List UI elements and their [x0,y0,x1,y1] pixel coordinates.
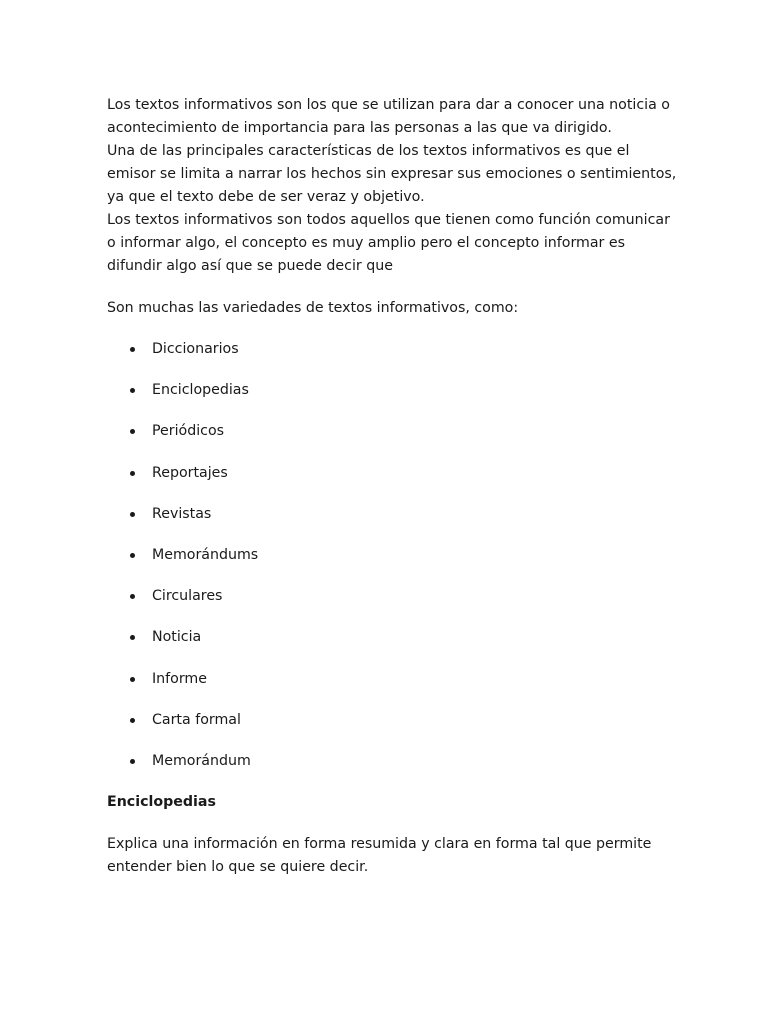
bullet-icon [130,635,135,640]
list-item [107,626,258,667]
list-item [107,462,258,503]
bullet-icon [130,759,135,764]
intro-line: Una de las principales características de los textos informativos es que el [107,143,630,159]
list-item [107,750,258,791]
list-item [107,668,258,709]
bullet-icon [130,388,135,393]
intro-line: Los textos informativos son los que se utilizan para dar a conocer una noticia o [107,97,670,113]
list-item-label: Enciclopedias [152,382,249,399]
bullet-icon [130,553,135,558]
section-line: entender bien lo que se quiere decir. [107,859,369,875]
list-item [107,379,258,420]
list-item-label: Memorándum [152,752,251,769]
bullet-icon [130,512,135,517]
list-item-label: Periódicos [152,423,225,440]
list-intro: Son muchas las variedades de textos informativos, como: [107,300,519,316]
section-heading: Enciclopedias [107,794,216,810]
list-item-label: Noticia [152,629,202,646]
list-item [107,544,258,585]
bullet-icon [130,429,135,434]
intro-line: acontecimiento de importancia para las personas a las que va dirigido. [107,120,612,136]
bullet-icon [130,347,135,352]
list-item [107,503,258,544]
list-item-label: Reportajes [152,464,228,481]
bullet-icon [130,594,135,599]
list-item [107,338,258,379]
intro-line: o informar algo, el concepto es muy amplio pero el concepto informar es [107,235,626,251]
section-paragraph [107,833,687,879]
intro-line: emisor se limita a narrar los hechos sin expresar sus emociones o sentimientos, [107,166,677,182]
list-item-label: Circulares [152,588,223,605]
text-types-list [107,338,258,791]
section-line: Explica una información en forma resumida y clara en forma tal que permite [107,836,652,852]
bullet-icon [130,471,135,476]
list-item [107,585,258,626]
list-item [107,709,258,750]
list-item-label: Revistas [152,505,212,522]
list-item-label: Diccionarios [152,341,239,357]
intro-line: ya que el texto debe de ser veraz y objetivo. [107,189,425,205]
intro-line: difundir algo así que se puede decir que [107,258,393,274]
intro-line: Los textos informativos son todos aquellos que tienen como función comunicar [107,212,670,228]
list-item-label: Memorándums [152,546,259,563]
bullet-icon [130,677,135,682]
intro-paragraph [107,94,687,278]
list-item-label: Informe [152,670,207,687]
list-item [107,420,258,461]
bullet-icon [130,718,135,723]
list-item-label: Carta formal [152,711,241,728]
